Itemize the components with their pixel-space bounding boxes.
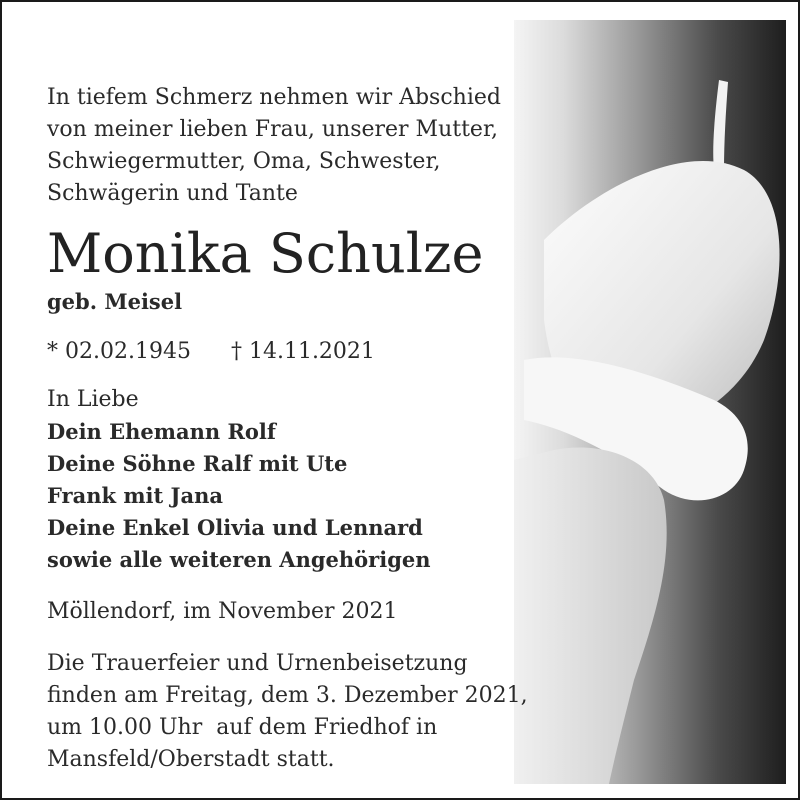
place-date: Möllendorf, im November 2021 [47, 599, 398, 624]
intro-line: Schwägerin und Tante [47, 181, 298, 206]
intro-block [47, 82, 567, 210]
intro-line: Schwiegermutter, Oma, Schwester, [47, 149, 441, 174]
mourners-block [47, 384, 567, 576]
notice-text [47, 82, 567, 776]
deceased-name: Monika Schulze [47, 222, 484, 285]
mourner-line: sowie alle weiteren Angehörigen [47, 547, 431, 572]
mourner-line: Dein Ehemann Rolf [47, 419, 276, 444]
life-dates [47, 336, 567, 368]
funeral-line: um 10.00 Uhr auf dem Friedhof in [47, 715, 438, 740]
death-date: † 14.11.2021 [230, 339, 375, 364]
birth-name: geb. Meisel [47, 289, 183, 314]
funeral-line: Mansfeld/Oberstadt statt. [47, 747, 335, 772]
mourners-lead: In Liebe [47, 387, 139, 412]
intro-line: In tiefem Schmerz nehmen wir Abschied [47, 85, 501, 110]
mourner-line: Frank mit Jana [47, 483, 223, 508]
mourner-line: Deine Enkel Olivia und Lennard [47, 515, 423, 540]
funeral-line: finden am Freitag, dem 3. Dezember 2021, [47, 683, 528, 708]
birth-date: * 02.02.1945 [47, 339, 191, 364]
mourner-line: Deine Söhne Ralf mit Ute [47, 451, 348, 476]
funeral-line: Die Trauerfeier und Urnenbeisetzung [47, 651, 468, 676]
funeral-info [47, 648, 567, 776]
intro-line: von meiner lieben Frau, unserer Mutter, [47, 117, 499, 142]
